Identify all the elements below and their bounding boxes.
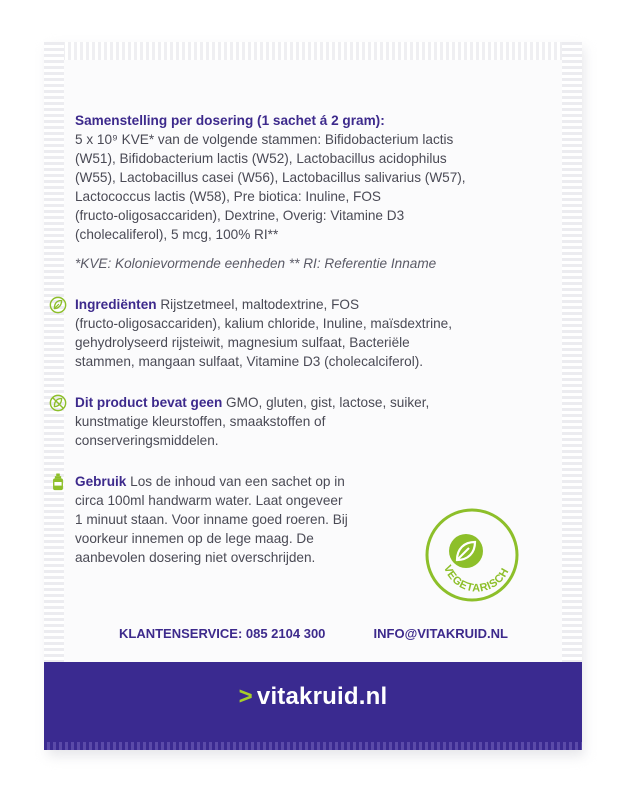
composition-heading: Samenstelling per dosering (1 sachet á 2 gram): [75,113,385,128]
free-from-heading: Dit product bevat geen [75,395,223,410]
usage-text: Los de inhoud van een sachet op in [126,474,345,489]
brand-band [44,662,582,742]
composition-footnote: *KVE: Kolonievormende eenheden ** RI: Referentie Inname [75,256,437,271]
ingredients-line: (fructo-oligosaccariden), kalium chloride, Inuline, maïsdextrine, [75,316,453,331]
composition-line: 5 x 10⁹ KVE* van de volgende stammen: Bifidobacterium lactis [75,132,454,147]
free-from-line: kunstmatige kleurstoffen, smaakstoffen of [75,414,326,429]
free-from-text: GMO, gluten, gist, lactose, suiker, [222,395,430,410]
leaf-icon [49,296,67,314]
composition-line: Lactococcus lactis (W58), Pre biotica: Inuline, FOS [75,189,381,204]
bottom-seal [44,742,582,750]
composition-line: (W51), Bifidobacterium lactis (W52), Lactobacillus acidophilus [75,151,447,166]
top-seal [44,42,582,60]
ingredients-line: stammen, mangaan sulfaat, Vitamine D3 (cholecalciferol). [75,354,424,369]
ingredients-section [75,295,495,371]
ingredients-heading: Ingrediënten [75,297,157,312]
composition-line: (cholecaliferol), 5 mcg, 100% RI** [75,227,279,242]
brand-name: vitakruid.nl [256,683,388,710]
vegetarian-seal [424,507,520,603]
composition-section [75,111,495,273]
brand-logo [44,683,582,711]
usage-line: 1 minuut staan. Voor inname goed roeren. Bij [75,512,348,527]
label-content [75,111,495,567]
customer-service-phone: KLANTENSERVICE: 085 2104 300 [119,626,326,641]
composition-line: (W55), Lactobacillus casei (W56), Lactobacillus salivarius (W57), [75,170,466,185]
free-from-section [75,393,495,450]
crossed-leaf-icon [49,394,67,412]
ingredients-line: gehydrolyseerd rijsteiwit, magnesium sulfaat, Bacteriële [75,335,410,350]
usage-line: circa 100ml handwarm water. Laat ongeveer [75,493,343,508]
contact-email: INFO@VITAKRUID.NL [373,626,508,641]
composition-line: (fructo-oligosaccariden), Dextrine, Overig: Vitamine D3 [75,208,405,223]
seal-label: VEGETARISCH [441,563,512,595]
usage-heading: Gebruik [75,474,127,489]
free-from-line: conserveringsmiddelen. [75,433,219,448]
usage-line: voorkeur innemen op de lege maag. De [75,531,314,546]
right-seal [562,42,582,746]
ingredients-text: Rijstzetmeel, maltodextrine, FOS [156,297,360,312]
brand-arrow: > [238,683,253,710]
bottle-icon [49,473,67,491]
usage-line: aanbevolen dosering niet overschrijden. [75,550,316,565]
leaf-seal-icon [449,534,483,568]
